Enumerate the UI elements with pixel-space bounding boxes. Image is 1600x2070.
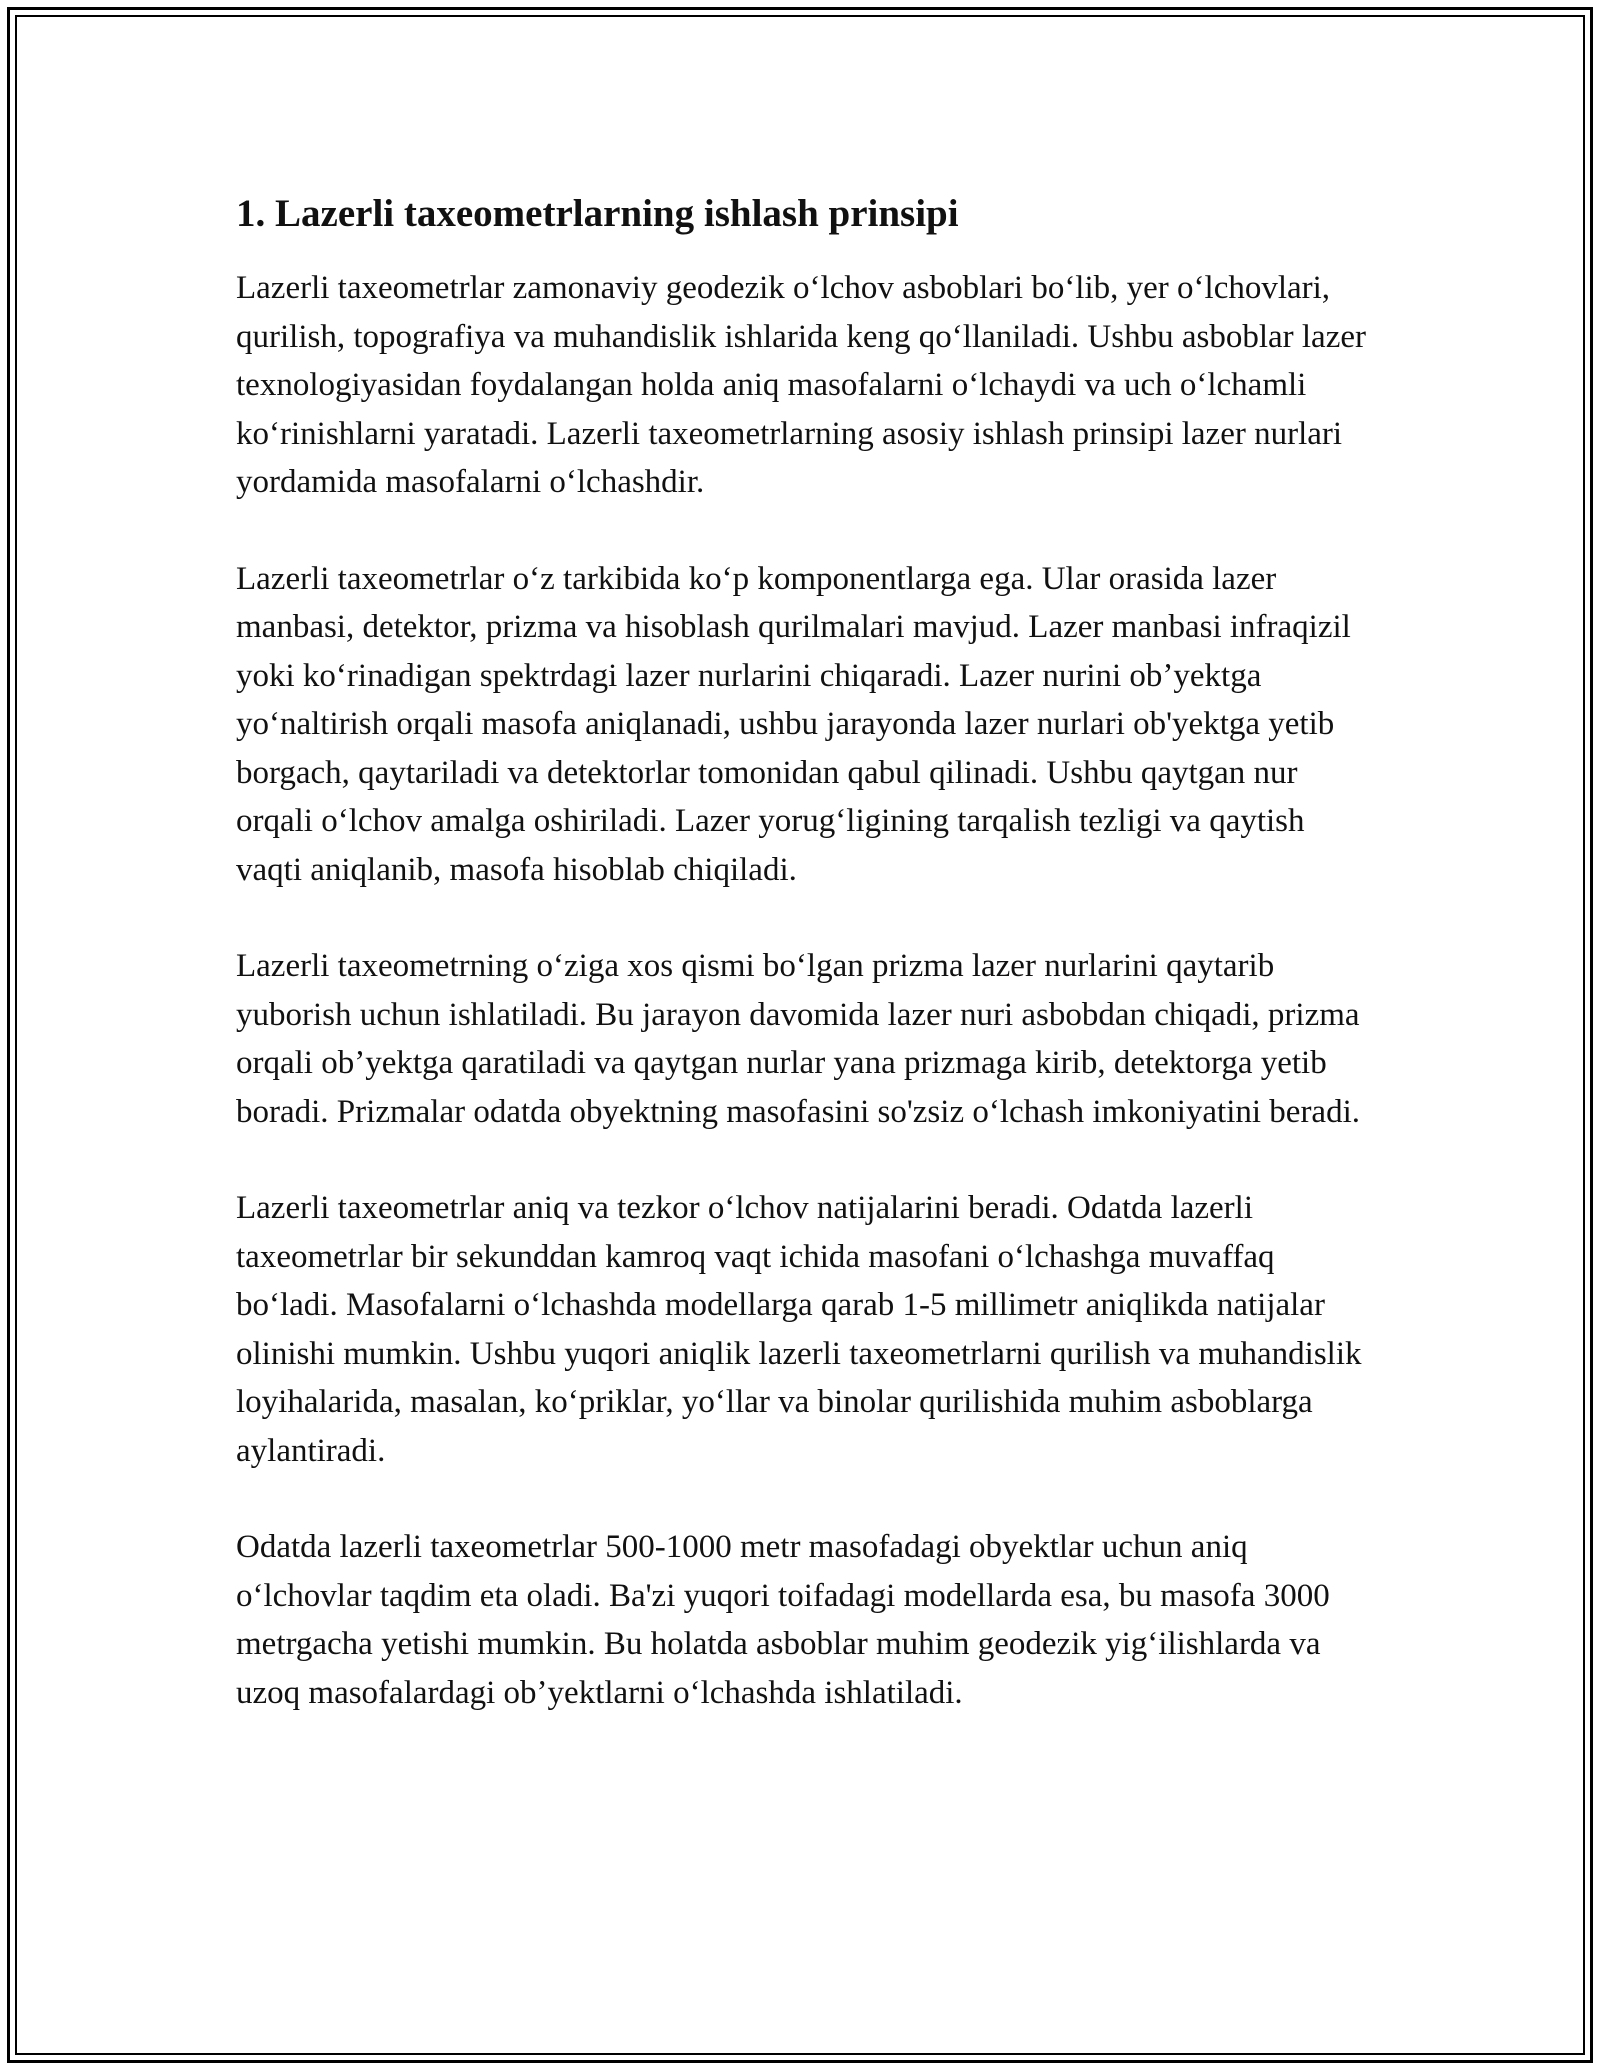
document-body xyxy=(236,186,1376,1765)
paragraph-5: Odatda lazerli taxeometrlar 500-1000 metr masofadagi obyektlar uchun aniq oʻlchovlar taqdim eta oladi. Ba'zi yuqori toifadagi modellarda esa, bu masofa 3000 metrgacha yetishi mumkin. Bu holatda asboblar muhim geodezik yigʻilishlarda va uzoq masofalardagi obʼyektlarni oʻlchashda ishlatiladi. xyxy=(236,1529,1330,1711)
paragraph-1: Lazerli taxeometrlar zamonaviy geodezik oʻlchov asboblari boʻlib, yer oʻlchovlari, qurilish, topografiya va muhandislik ishlarida keng qoʻllaniladi. Ushbu asboblar lazer texnologiyasidan foydalangan holda aniq masofalarni oʻlchaydi va uch oʻlchamli koʻrinishlarni yaratadi. Lazerli taxeometrlarning asosiy ishlash prinsipi lazer nurlari yordamida masofalarni oʻlchashdir. xyxy=(236,270,1366,500)
paragraph-3: Lazerli taxeometrning oʻziga xos qismi boʻlgan prizma lazer nurlarini qaytarib yuborish uchun ishlatiladi. Bu jarayon davomida lazer nuri asbobdan chiqadi, prizma orqali obʼyektga qaratiladi va qaytgan nurlar yana prizmaga kirib, detektorga yetib boradi. Prizmalar odatda obyektning masofasini so'zsiz oʻlchash imkoniyatini beradi. xyxy=(236,948,1360,1130)
paragraph-2: Lazerli taxeometrlar oʻz tarkibida koʻp komponentlarga ega. Ular orasida lazer manbasi, detektor, prizma va hisoblash qurilmalari mavjud. Lazer manbasi infraqizil yoki koʻrinadigan spektrdagi lazer nurlarini chiqaradi. Lazer nurini obʼyektga yoʻnaltirish orqali masofa aniqlanadi, ushbu jarayonda lazer nurlari ob'yektga yetib borgach, qaytariladi va detektorlar tomonidan qabul qilinadi. Ushbu qaytgan nur orqali oʻlchov amalga oshiriladi. Lazer yorugʻligining tarqalish tezligi va qaytish vaqti aniqlanib, masofa hisoblab chiqiladi. xyxy=(236,560,1351,888)
document-title: 1. Lazerli taxeometrlarning ishlash prinsipi xyxy=(236,192,959,235)
paragraph-4: Lazerli taxeometrlar aniq va tezkor oʻlchov natijalarini beradi. Odatda lazerli taxeometrlar bir sekunddan kamroq vaqt ichida masofani oʻlchashga muvaffaq boʻladi. Masofalarni oʻlchashda modellarga qarab 1-5 millimetr aniqlikda natijalar olinishi mumkin. Ushbu yuqori aniqlik lazerli taxeometrlarni qurilish va muhandislik loyihalarida, masalan, koʻpriklar, yoʻllar va binolar qurilishida muhim asboblarga aylantiradi. xyxy=(236,1190,1362,1469)
